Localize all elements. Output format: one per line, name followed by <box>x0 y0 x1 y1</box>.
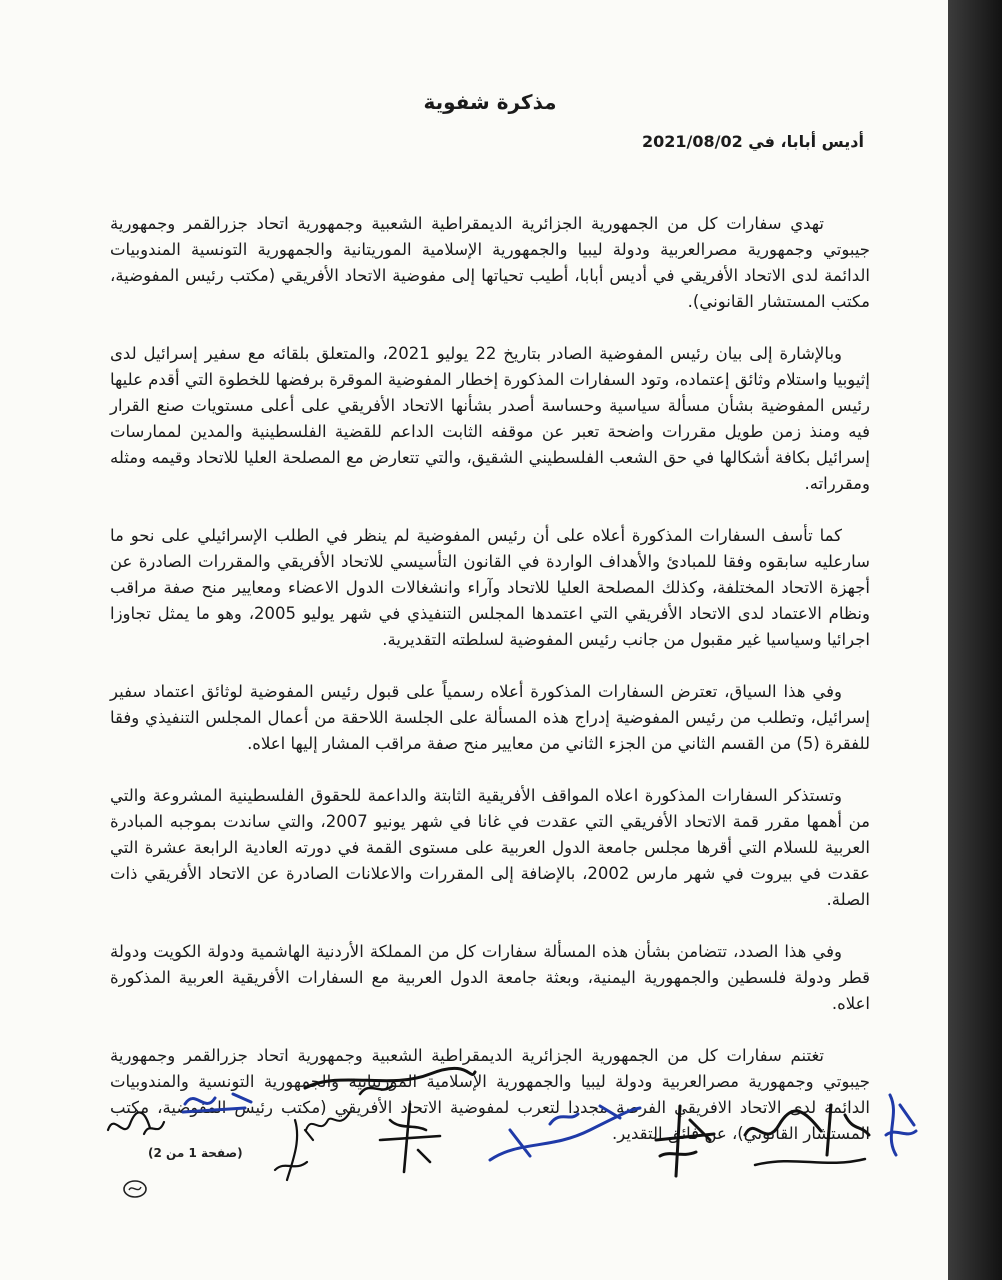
signature-6 <box>480 1100 650 1170</box>
signature-7 <box>650 1100 730 1180</box>
page-number: (صفحة 1 من 2) <box>148 1146 243 1160</box>
paragraph-1: تهدي سفارات كل من الجمهورية الجزائرية الديمقراطية الشعبية وجمهورية اتحاد جزرالقمر وجمهورية جيبوتي وجمهورية مصرالعربية ودولة ليبيا والجمهورية الإسلامية الموريتانية والجمهورية التونسية المندوبيات الدائمة لدى الاتحاد الأفريقي في أديس أبابا، أطيب تحياتها إلى مفوضية الاتحاد الأفريقي (مكتب رئيس المفوضية، مكتب المستشار القانوني). <box>110 214 870 311</box>
signature-9 <box>870 1085 930 1165</box>
signature-8 <box>735 1095 875 1185</box>
paragraph-2: وبالإشارة إلى بيان رئيس المفوضية الصادر بتاريخ 22 يوليو 2021، والمتعلق بلقائه مع سفير إسرائيل لدى إثيوبيا واستلام وثائق إعتماده، وتود السفارات المذكورة إخطار المفوضية الموقرة برفضها للخطوة التي أقدم عليها رئيس المفوضية بشأن مسألة سياسية وحساسة أصدر بشأنها الاتحاد الأفريقي على أعلى مستويات صنع القرار فيه ومنذ زمن طويل مقررات واضحة تعبر عن موقفه الثابت الداعم للقضية الفلسطينية والمدين لممارسات إسرائيل بكافة أشكالها في حق الشعب الفلسطيني الشقيق، والتي تتعارض مع المصلحة العليا للاتحاد وقيمه ومثله ومقرراته. <box>110 344 870 493</box>
paragraph-6: وفي هذا الصدد، تتضامن بشأن هذه المسألة سفارات كل من المملكة الأردنية الهاشمية ودولة الكويت ودولة قطر ودولة فلسطين والجمهورية اليمنية، وبعثة جامعة الدول العربية مع السفارات الأفريقية العربية المذكورة اعلاه. <box>110 942 870 1013</box>
paragraph-5: وتستذكر السفارات المذكورة اعلاه المواقف الأفريقية الثابتة والداعمة للحقوق الفلسطينية المشروعة والتي من أهمها مقرر قمة الاتحاد الأفريقي التي عقدت في غانا في شهر يونيو 2007، والتي ساندت بموجبه المبادرة العربية للسلام التي أقرها مجلس جامعة الدول العربية على مستوى القمة في دورته العادية الرابعة عشرة التي عقدت في بيروت في شهر مارس 2002، بالإضافة إلى المقررات والاعلانات الصادرة عن الاتحاد الأفريقي ذات الصلة. <box>110 786 870 909</box>
paragraph-3: كما تأسف السفارات المذكورة أعلاه على أن رئيس المفوضية لم ينظر في الطلب الإسرائيلي على نحو ما سارعليه سابقوه وفقا للمبادئ والأهداف الواردة في القانون التأسيسي للاتحاد الأفريقي والمقررات الصادرة عن أجهزة الاتحاد المختلفة، وكذلك المصلحة العليا للاتحاد وآراء وانشغالات الدول الاعضاء ومعايير منح صفة مراقب ونظام الاعتماد لدى الاتحاد الأفريقي التي اعتمدها المجلس التنفيذي في شهر يوليو 2005، وهو ما يمثل تجاوزا اجرائيا وسياسيا غير مقبول من جانب رئيس المفوضية لسلطته التقديرية. <box>110 526 870 649</box>
signature-scribble-footer <box>300 1060 480 1100</box>
stamp-logo-icon <box>122 1178 148 1200</box>
signature-5 <box>370 1100 450 1180</box>
paragraph-7: تغتنم سفارات كل من الجمهورية الجزائرية الديمقراطية الشعبية وجمهورية اتحاد جزرالقمر وجمهورية جيبوتي وجمهورية مصرالعربية ودولة ليبيا والجمهورية الإسلامية الموريتانية والجمهورية التونسية والمندوبيات الدائمة لدى الاتحاد الافريقي الفرصة مجددا لتعرب لمفوضية الاتحاد الأفريقي (مكتب رئيس المفوضية، مكتب المستشار القانوني)، عن فائق التقدير. <box>110 1046 870 1143</box>
document-title: مذكرة شفوية <box>423 90 557 114</box>
paragraph-4: وفي هذا السياق، تعترض السفارات المذكورة أعلاه رسمياً على قبول رئيس المفوضية لوثائق اعتماد سفير إسرائيل، وتطلب من رئيس المفوضية إدراج هذه المسألة على الجلسة اللاحقة من أعمال المجلس التنفيذي وفقا للفقرة (5) من القسم الثاني من الجزء الثاني من معايير منح صفة مراقب المشار إليها اعلاه. <box>110 682 870 753</box>
place-and-date: أديس أبابا، في 2021/08/02 <box>641 132 864 151</box>
background-edge <box>948 0 1002 1280</box>
signature-1 <box>100 1100 170 1150</box>
signature-2 <box>175 1082 265 1122</box>
signature-4 <box>300 1100 360 1150</box>
note-verbale <box>110 90 870 1173</box>
